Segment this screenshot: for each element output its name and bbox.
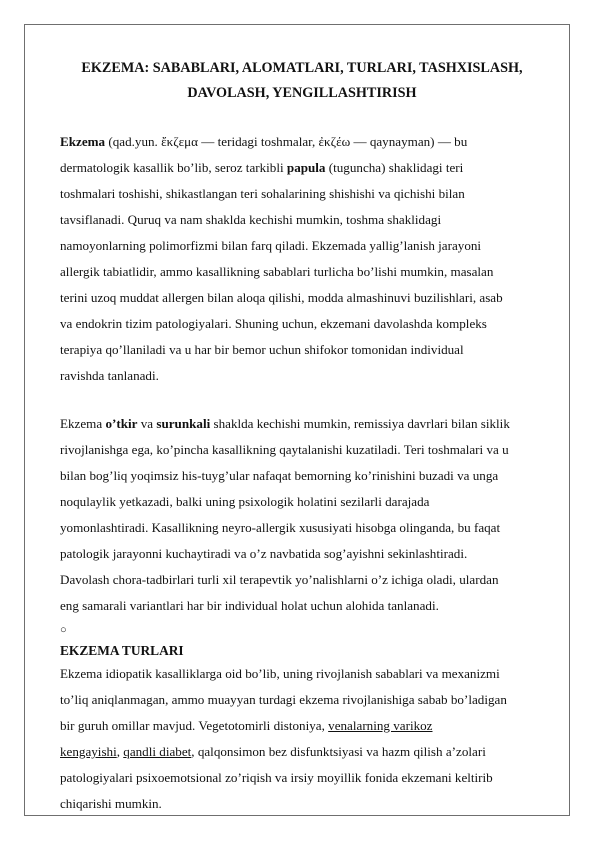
paragraph-line: rivojlanishga ega, ko’pincha kasallikning qaytalanishi kuzatiladi. Teri toshmalari va u: [60, 442, 509, 457]
types-paragraph: [60, 661, 544, 817]
paragraph-line: chiqarishi mumkin.: [60, 796, 162, 811]
paragraph-line: Davolash chora-tadbirlari turli xil terapevtik yo’nalishlarni o’z ichiga oladi, ulardan: [60, 572, 499, 587]
bullet-circle-icon: ○: [60, 624, 67, 636]
paragraph-line: allergik tabiatlidir, ammo kasallikning sabablari turlicha bo’lishi mumkin, masalan: [60, 264, 494, 279]
paragraph-line: dermatologik kasallik bo’lib, seroz tarkibli papula (tuguncha) shaklidagi teri: [60, 160, 464, 175]
paragraph-line: noqulaylik yetkazadi, balki uning psixologik holatini sezilarli darajada: [60, 494, 430, 509]
title-line-2: DAVOLASH, YENGILLASHTIRISH: [187, 85, 417, 101]
term-chronic: surunkali: [156, 416, 211, 431]
paragraph-line: terini uzoq muddat allergen bilan aloqa qilishi, modda almashinuvi buzilishlari, asab: [60, 290, 503, 305]
title-line-1: EKZEMA: SABABLARI, ALOMATLARI, TURLARI, TASHXISLASH,: [81, 60, 523, 76]
paragraph-line: bilan bog’liq yoqimsiz his-tuyg’ular nafaqat bemorning ko’rinishini buzadi va unga: [60, 468, 499, 483]
term-papula: papula: [286, 160, 326, 175]
paragraph-line: tavsiflanadi. Quruq va nam shaklda kechishi mumkin, toshma shaklidagi: [60, 212, 442, 227]
paragraph-line: patologiyalari psixoemotsional zo’riqish va irsiy moyillik fonida ekzemani keltirib: [60, 770, 493, 785]
paragraph-line: ravishda tanlanadi.: [60, 368, 159, 383]
document-title: [60, 56, 544, 106]
link-diabetes[interactable]: qandli diabet: [123, 744, 192, 759]
forms-paragraph: [60, 411, 544, 619]
paragraph-line: Ekzema o’tkir va surunkali shaklda kechishi mumkin, remissiya davrlari bilan siklik: [60, 416, 510, 431]
paragraph-line: namoyonlarning polimorfizmi bilan farq qiladi. Ekzemada yallig’lanish jarayoni: [60, 238, 482, 253]
paragraph-line: va endokrin tizim patologiyalari. Shuning uchun, ekzemani davolashda kompleks: [60, 316, 487, 331]
link-varicose-veins-cont[interactable]: kengayishi: [60, 744, 117, 759]
paragraph-line: Ekzema (qad.yun. ἔκζεμα — teridagi toshmalar, ἐκζέω — qaynayman) — bu: [60, 134, 468, 149]
paragraph-line: yomonlashtiradi. Kasallikning neyro-allergik xususiyati hisobga olinganda, bu faqat: [60, 520, 501, 535]
paragraph-line: bir guruh omillar mavjud. Vegetotomirli distoniya, venalarning varikoz: [60, 718, 433, 733]
link-varicose-veins[interactable]: venalarning varikoz: [328, 718, 433, 733]
paragraph-line: terapiya qo’llaniladi va u har bir bemor uchun shifokor tomonidan individual: [60, 342, 464, 357]
section-heading: EKZEMA TURLARI: [60, 643, 184, 658]
paragraph-line: Ekzema idiopatik kasalliklarga oid bo’lib, uning rivojlanish sabablari va mexanizmi: [60, 666, 500, 681]
paragraph-line: eng samarali variantlari har bir individual holat uchun alohida tanlanadi.: [60, 598, 439, 613]
paragraph-line: to’liq aniqlanmagan, ammo muayyan turdagi ekzema rivojlanishiga sabab bo’ladigan: [60, 692, 507, 707]
term-ekzema: Ekzema: [60, 134, 106, 149]
term-acute: o’tkir: [105, 416, 138, 431]
document-body: [60, 56, 544, 817]
paragraph-line: kengayishi, qandli diabet, qalqonsimon bez disfunktsiyasi va hazm qilish a’zolari: [60, 744, 486, 759]
paragraph-line: toshmalari toshishi, shikastlangan teri sohalarining shishishi va qichishi bilan: [60, 186, 465, 201]
intro-paragraph: [60, 129, 544, 389]
paragraph-line: patologik jarayonni kuchaytiradi va o’z navbatida sog’ayishni sekinlashtiradi.: [60, 546, 468, 561]
